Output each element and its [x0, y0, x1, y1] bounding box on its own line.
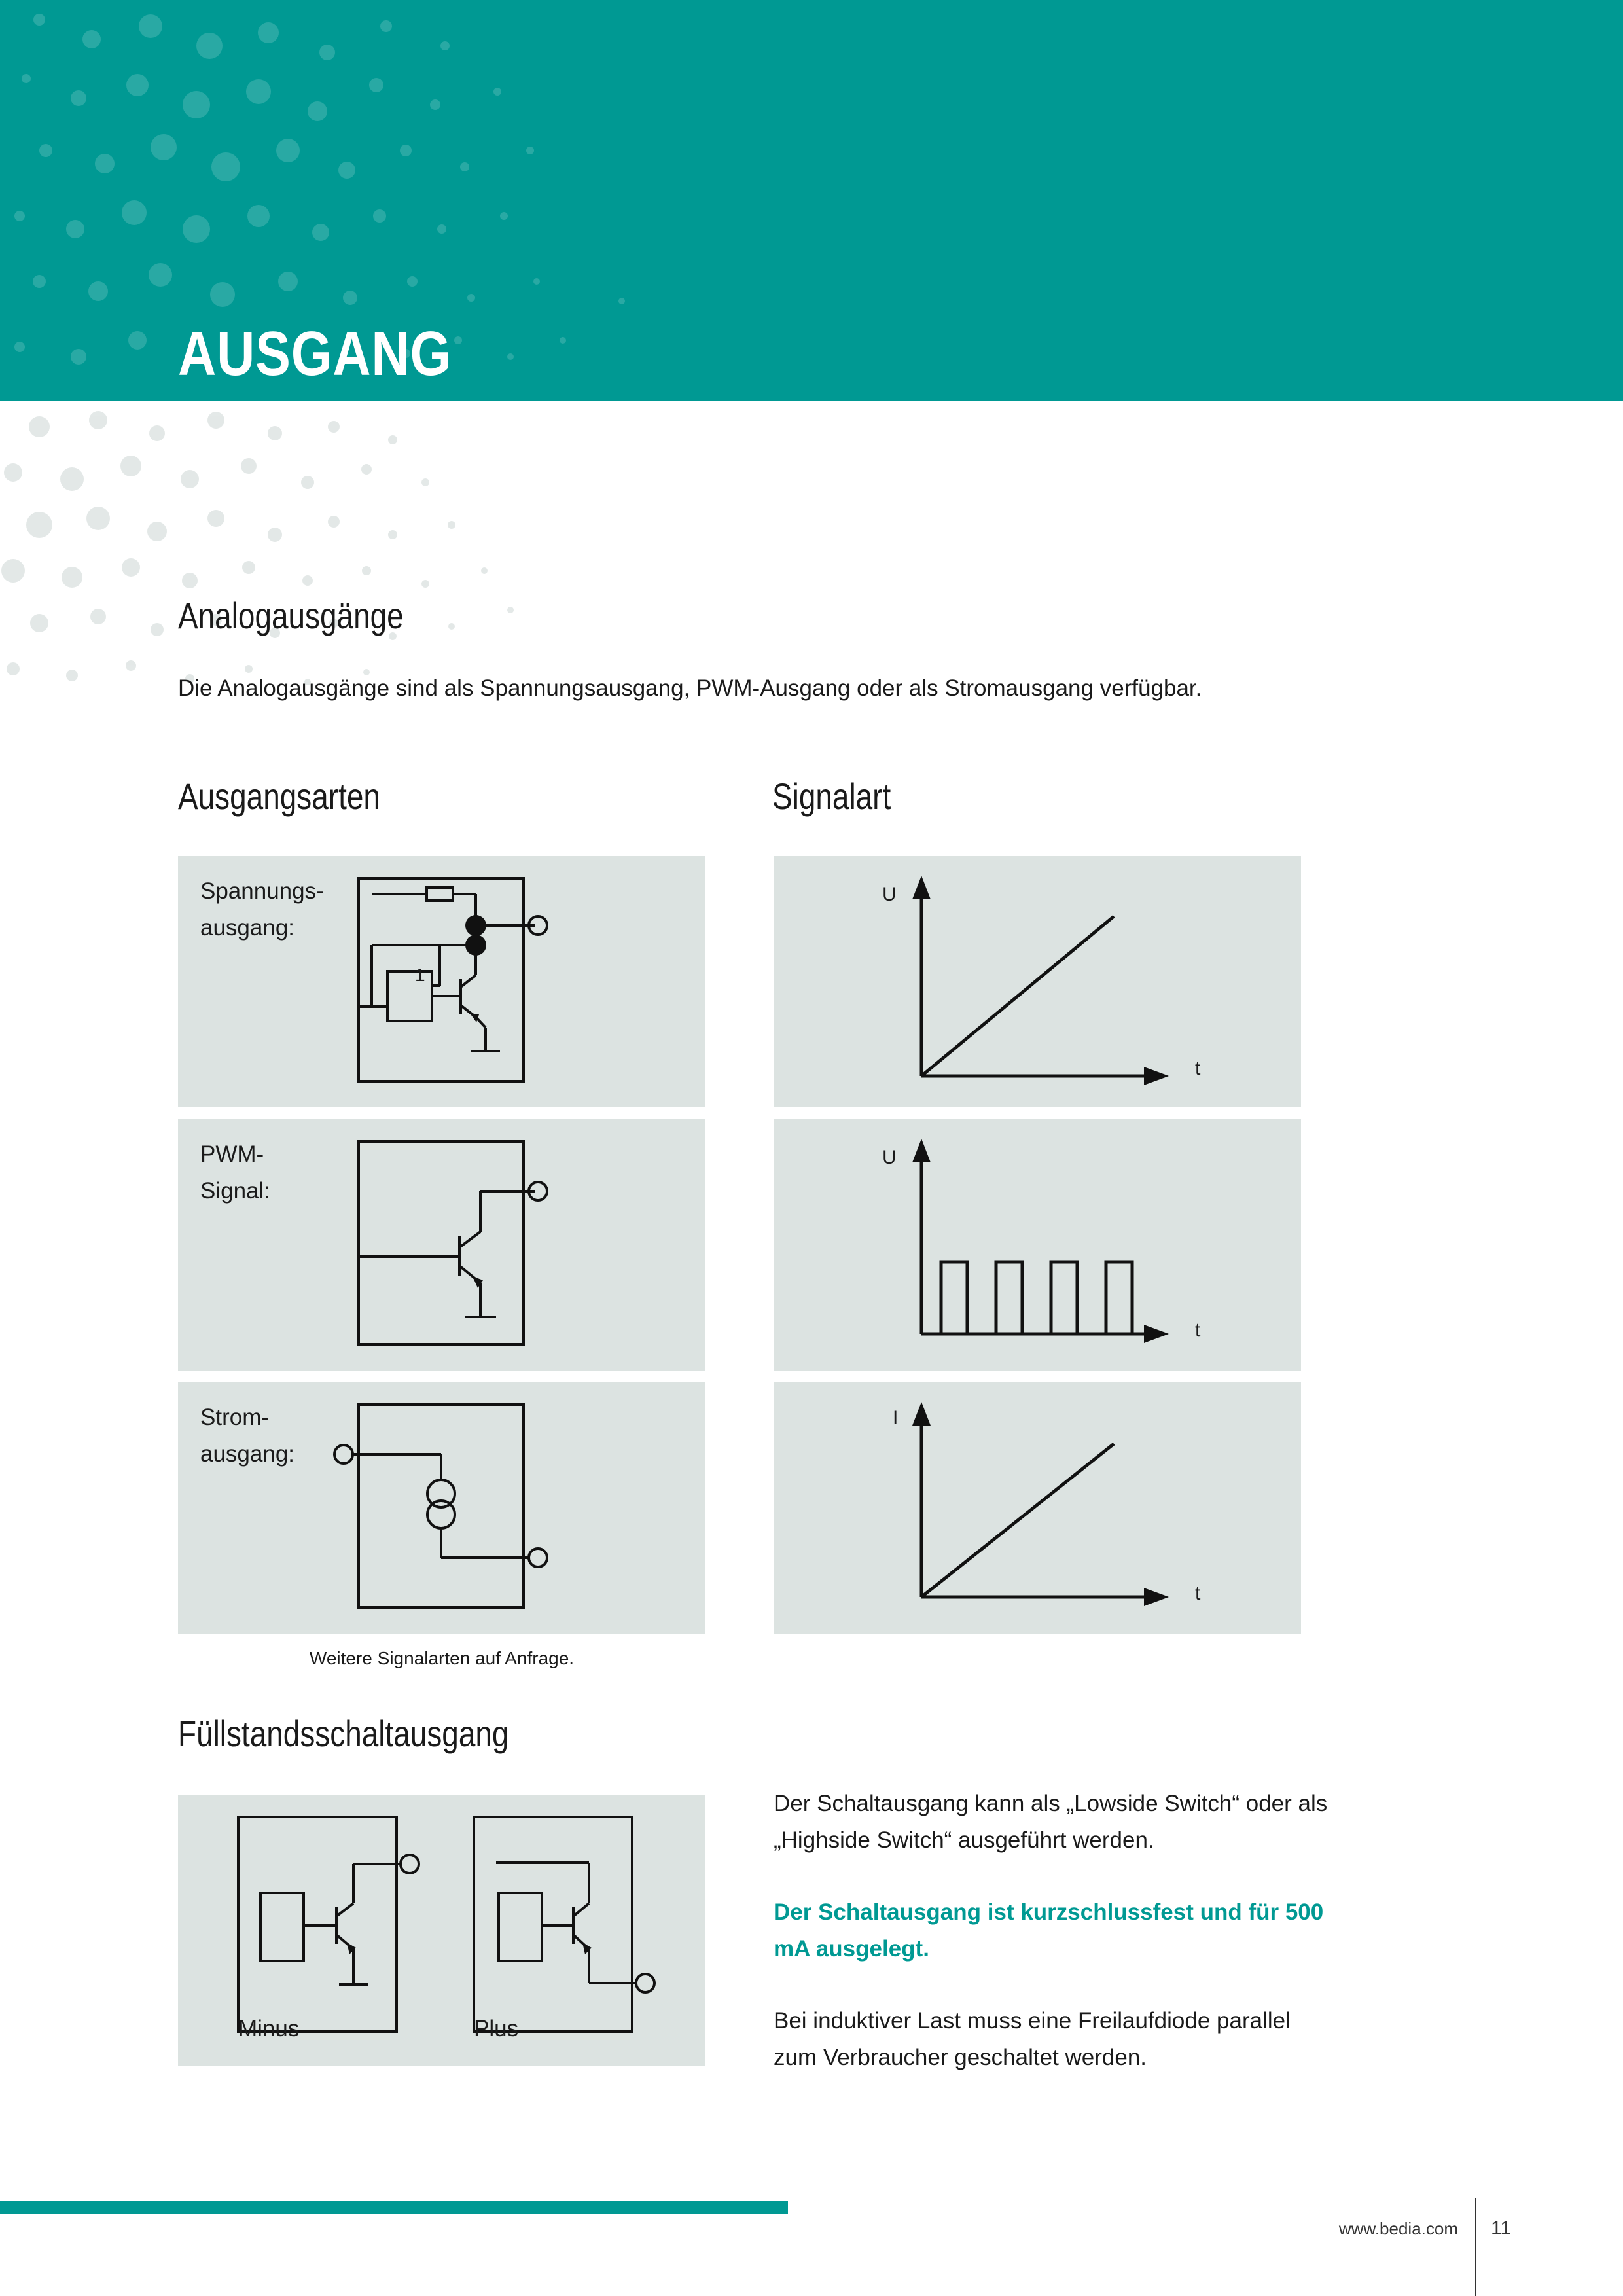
circuit-voltage-output: [178, 856, 705, 1107]
intro-text: Die Analogausgänge sind als Spannungsausgang, PWM-Ausgang oder als Stromausgang verfügbar.: [178, 675, 1202, 701]
switch-description: Der Schaltausgang kann als „Lowside Switch“ oder als „Highside Switch“ ausgeführt werden.: [774, 1791, 1328, 1853]
footer-divider: [1475, 2198, 1476, 2296]
graph-linear-voltage: [774, 856, 1301, 1107]
axis-label-y-i: I: [893, 1407, 899, 1429]
footer-bar: [0, 2201, 788, 2214]
graph-pwm: [774, 1119, 1301, 1371]
heading-signalart: Signalart: [772, 776, 891, 817]
panel-signal-voltage: [774, 856, 1301, 1107]
heading-fuellstandsschaltausgang: Füllstandsschaltausgang: [178, 1713, 509, 1754]
axis-label-x-t: t: [1195, 1583, 1201, 1604]
circuit-current-output: [178, 1382, 705, 1634]
panel-signal-current: [774, 1382, 1301, 1634]
axis-label-y-u: U: [882, 1147, 897, 1168]
graph-linear-current: [774, 1382, 1301, 1634]
grey-dot-pattern: [0, 401, 589, 715]
header-banner: [0, 0, 1623, 401]
label-pwm-signal: PWM- Signal:: [200, 1141, 271, 1204]
caption-more-signals: Weitere Signalarten auf Anfrage.: [309, 1648, 575, 1668]
label-spannungsausgang: Spannungs- ausgang:: [200, 878, 324, 941]
axis-label-y-u: U: [882, 884, 897, 905]
page-number: 11: [1491, 2217, 1512, 2239]
panel-stromausgang: [178, 1382, 705, 1634]
axis-label-x-t: t: [1195, 1319, 1201, 1341]
panel-spannungsausgang: [178, 856, 705, 1107]
panel-switch-output: [178, 1795, 705, 2066]
switch-highlight: Der Schaltausgang ist kurzschlussfest und für 500 mA ausgelegt.: [774, 1899, 1324, 1962]
gate-label: 1: [415, 965, 425, 985]
panel-signal-pwm: [774, 1119, 1301, 1371]
heading-analogausgaenge: Analogausgänge: [178, 595, 404, 636]
label-minus: Minus: [238, 2016, 300, 2041]
label-plus: Plus: [474, 2016, 519, 2041]
page-title: AUSGANG: [178, 319, 452, 389]
panel-pwm-signal: [178, 1119, 705, 1371]
circuit-pwm-output: [178, 1119, 705, 1371]
label-stromausgang: Strom- ausgang:: [200, 1405, 295, 1467]
switch-note: Bei induktiver Last muss eine Freilaufdiode parallel zum Verbraucher geschaltet werden.: [774, 2008, 1291, 2070]
heading-ausgangsarten: Ausgangsarten: [178, 776, 380, 817]
footer-url[interactable]: www.bedia.com: [1338, 2219, 1458, 2238]
axis-label-x-t: t: [1195, 1058, 1201, 1079]
